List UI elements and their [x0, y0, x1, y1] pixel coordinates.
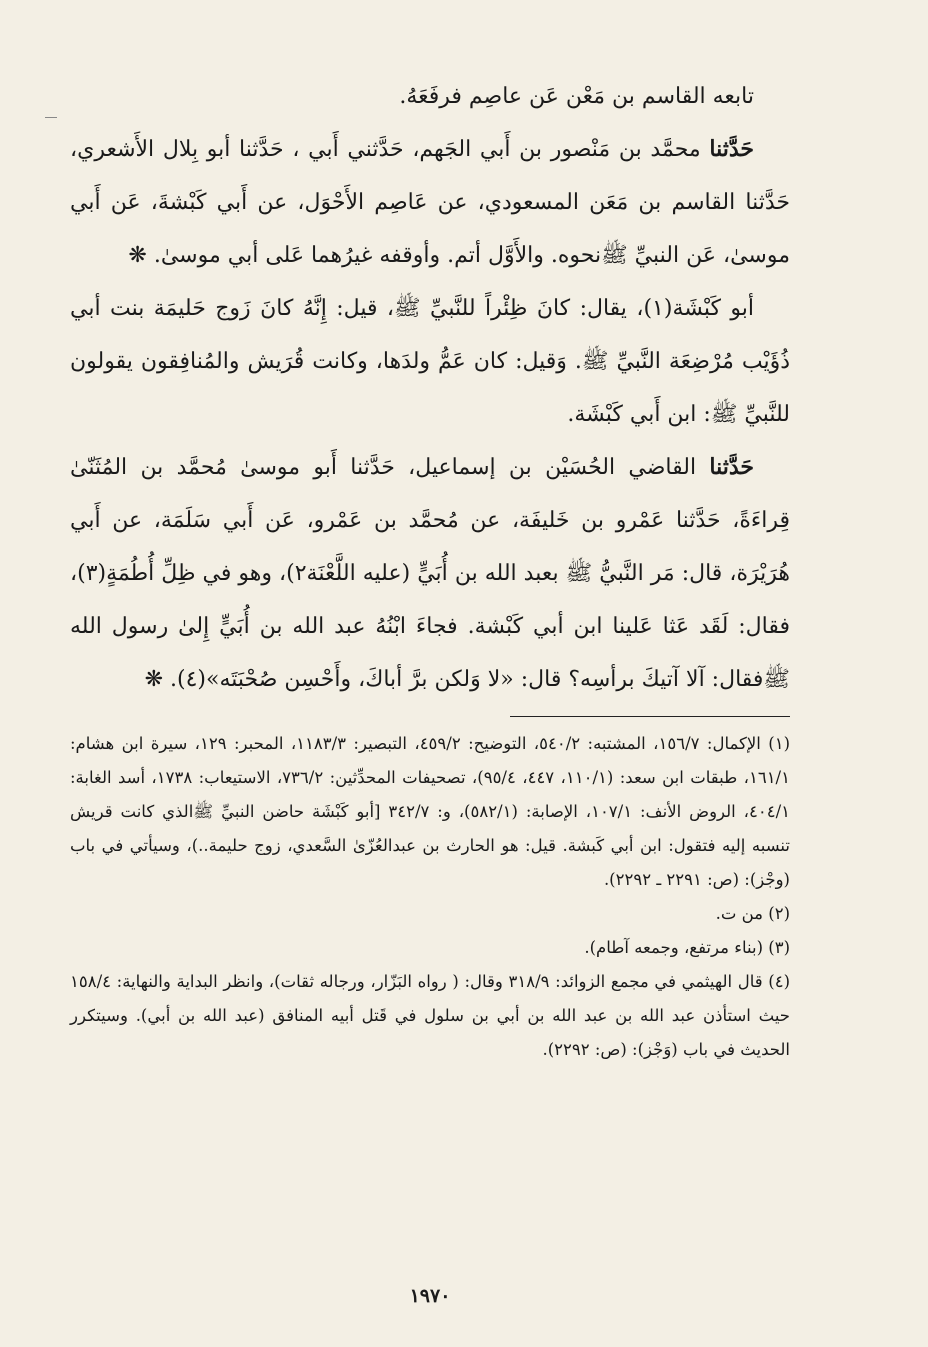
paragraph-4-text: القاضي الحُسَيْن بن إسماعيل، حَدَّثنا أَبو موسىٰ مُحمَّد بن المُثَنّىٰ قِراءَةً، حَدَّثنا عَمْرو بن خَليفَة، عن مُحمَّد بن عَمْرو، عَن أَبي سَلَمَة، عن أَبي هُرَيْرَة، قال: مَر النَّبيُّ ﷺ بعبد الله بن أُبَيٍّ (عليه اللَّعْنَة٢)، وهو في ظِلِّ أُطُمَةٍ(٣)، فقال: لَقَد عَثا عَلينا ابن أبي كَبْشة. فجاءَ ابْنُهُ عبد الله بن أُبَيٍّ إِلىٰ رسول الله ﷺفقال: آلا آتيكَ برأسِه؟ قال: «لا وَلكن برَّ أباكَ، وأَحْسِن صُحْبَتَه»(٤). ❋	[70, 455, 791, 692]
hadith-opening: حَدَّثنا	[709, 454, 754, 480]
paragraph-2-text: محمَّد بن مَنْصور بن أَبي الجَهم، حَدَّثني أَبي ، حَدَّثنا أبو بِلال الأَشعري، حَدَّثنا القاسم بن مَعَن المسعودي، عن عَاصِم الأَحْوَل، عن أَبي كَبْشةَ، عَن أَبي موسىٰ، عَن النبيِّ ﷺنحوه. والأَوَّل أتم. وأوقفه غيرُهما عَلى أبي موسىٰ. ❋	[70, 137, 790, 268]
margin-mark	[45, 117, 57, 118]
footnote-2: (٢) من ت.	[715, 904, 790, 923]
page-number: ١٩٧٠	[409, 1285, 451, 1307]
footnote-4: (٤) قال الهيثمي في مجمع الزوائد: ٣١٨/٩ وقال: ( رواه البَزّار، ورجاله ثقات)، وانظر البداية والنهاية: ١٥٨/٤ حيث استأذن عبد الله بن عبد الله بن أبي بن سلول في قَتل أبيه المنافق (عبد الله بن أبي). وسيتكرر الحديث في باب (وَجْز): (ص: ٢٢٩٢).	[70, 972, 790, 1059]
paragraph-4	[70, 441, 790, 706]
footnote-3: (٣) (بناء مرتفع، وجمعه آطام).	[584, 938, 790, 957]
paragraph-1: تابعه القاسم بن مَعْن عَن عاصِم فرفَعَهُ.	[399, 84, 754, 109]
hadith-opening: حَدَّثنا	[709, 136, 754, 162]
main-text	[70, 70, 790, 706]
paragraph-3: أبو كَبْشَة(١)، يقال: كانَ ظِئْراً للنَّبيِّ ﷺ، قيل: إِنَّهُ كانَ زَوج حَليمَة بنت أبي ذُؤَيْب مُرْضِعَة النَّبيِّ ﷺ. وَقيل: كان عَمُّ ولدَها، وكانت قُرَيش والمُنافِقون يقولون للنَّبيِّ ﷺ: ابن أَبي كَبْشَة.	[70, 296, 790, 427]
paragraph-2	[70, 123, 790, 282]
book-page	[70, 70, 791, 1307]
footnote-1: (١) الإكمال: ١٥٦/٧، المشتبه: ٥٤٠/٢، التوضيح: ٤٥٩/٢، التبصير: ١١٨٣/٣، المحبر: ١٢٩، سيرة ابن هشام: ١٦١/١، طبقات ابن سعد: (١١٠/١، ٤٤٧، ٩٥/٤)، تصحيفات المحدِّثين: ٧٣٦/٢، الاستيعاب: ١٧٣٨، أسد الغابة: ٤٠٤/١، الروض الأنف: ١٠٧/١، الإصابة: (٥٨٢/١)، و: ٣٤٢/٧ [أبو كَبْشَة حاضن النبيِّ ﷺالذي كانت قريش تنسبه إليه فتقول: ابن أبي كَبشة. قيل: هو الحارث بن عبدالعُزّىٰ السَّعدي، زوج حليمة..)، وسيأتي في باب (وجْز): (ص: ٢٢٩١ ـ ٢٢٩٢).	[70, 734, 790, 889]
footnotes	[70, 727, 790, 1067]
footnote-separator	[510, 716, 790, 717]
